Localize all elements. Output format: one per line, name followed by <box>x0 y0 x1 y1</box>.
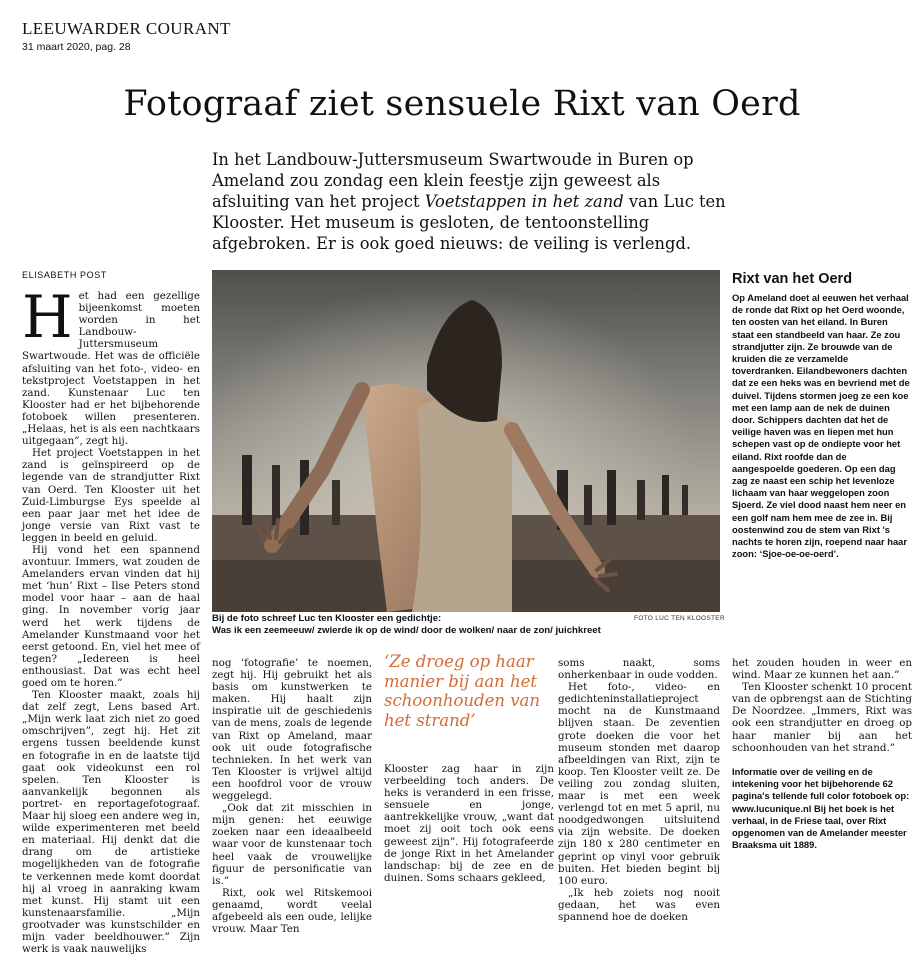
article-column-3 <box>384 763 554 884</box>
article-column-1 <box>22 283 200 955</box>
article-paragraph: Hij vond het een spannend avontuur. Immers, wat zouden de Amelanders ervan vinden dat hij met ‘hun’ Rixt – Ilse Peters stond model voor haar – aan de haal ging. In november vorig jaar werd het werk tijdens de Amelander Kunstmaand voor het eerst getoond. En, viel het mee of tegen? „Iedereen is heel enthousiast. Dat was echt heel goed om te horen.” <box>22 543 200 689</box>
article-paragraph: Rixt, ook wel Ritskemooi genaamd, wordt veelal afgebeeld als een oude, lelijke vrouw. Maar Ten <box>212 886 372 936</box>
article-column-5 <box>732 657 912 754</box>
caption-line-1: Bij de foto schreef Luc ten Klooster een gedichtje: <box>212 613 442 624</box>
rixt-photo <box>212 270 720 612</box>
article-paragraph: Het project Voetstappen in het zand is geïnspireerd op de legende van de strandjutter Rixt van Oerd. Ten Klooster uit het Zuid-Limburgse Eys speelde al een paar jaar met het idee de jonge versie van Rixt vast te leggen in beeld en geluid. <box>22 447 200 544</box>
dateline: 31 maart 2020, pag. 28 <box>22 41 131 53</box>
photo-credit: FOTO LUC TEN KLOOSTER <box>634 615 725 622</box>
article-paragraph: Het foto-, video- en gedichteninstallatieproject mocht na de Kunstmaand blijven staan. De zeventien grote doeken die voor het museum stonden met daarop afbeeldingen van Rixt, zijn te koop. Ten Klooster veilt ze. De veiling zou zondag sluiten, maar is met een week verlengd tot en met 5 april, nu noodgedwongen uitsluitend via zijn website. De doeken zijn 180 x 280 centimeter en geprint op vinyl voor gebruik buiten. Het bieden begint bij 100 euro. <box>558 681 720 887</box>
byline: ELISABETH POST <box>22 270 107 280</box>
masthead: LEEUWARDER COURANT <box>22 19 231 38</box>
info-box: Informatie over de veiling en de intekening voor het bijbehorende 62 pagina's tellende full color fotoboek op: www.lucunique.nl Bij het boek is het verhaal, in de Friese taal, over Rixt opgenomen van de Amelander meester Braaksma uit 1889. <box>732 766 910 851</box>
intro-project-title: Voetstappen in het zand <box>424 192 624 211</box>
article-paragraph: Klooster zag haar in zijn verbeelding toch anders. De heks is veranderd in een frisse, sensuele en jonge, aantrekkelijke vrouw, „want dat moet zij ooit toch ook eens geweest zijn”. Hij fotografeerde de jonge Rixt in het Amelander landschap: bij de zee en de duinen. Soms schaars gekleed, <box>384 763 554 884</box>
photo-caption <box>212 613 632 637</box>
intro <box>212 149 732 254</box>
article-column-4 <box>558 657 720 923</box>
article-paragraph: het zouden houden in weer en wind. Maar ze kunnen het aan.” <box>732 657 912 682</box>
article-paragraph: nog ‘fotografie’ te noemen, zegt hij. Hij gebruikt het als basis om kunstwerken te maken. Hij haalt zijn inspiratie uit de geschiedenis van de mens, zoals de legende van Rixt op Ameland, maar ook uit oude fotografische technieken. In het werk van Ten Klooster is vrijwel altijd een hoofdrol voor de vrouw weggelegd. <box>212 657 372 803</box>
article-column-2 <box>212 657 372 935</box>
article-paragraph: Het had een gezellige bijeenkomst moeten worden in het Landbouw-Juttersmuseum Swartwoude. Het was de officiële afsluiting van het foto-, video- en tekstproject Voetstappen in het zand. Kunstenaar Luc ten Klooster had er het bijbehorende fotoboek willen presenteren. „Helaas, het is als een nachtkaars uitgegaan”, zegt hij. <box>22 283 200 448</box>
pull-quote: ‘Ze droeg op haar manier bij aan het schoonhouden van het strand’ <box>384 652 541 730</box>
article-paragraph: Ten Klooster maakt, zoals hij dat zelf zegt, Lens based Art. „Mijn werk laat zich niet zo goed omschrijven”, zegt hij. Het zit ergens tussen beeldende kunst en fotografie in en de laatste tijd gaat ook videokunst een rol spelen. Ten Klooster is aanvankelijk begonnen als portret- en reportagefotograaf. Maar hij sloeg een andere weg in, wilde experimenteren met beeld en materiaal. Hij denkt dat die drang om de artistieke mogelijkheden van de fotografie te verkennen mede komt doordat hij al vroeg in aanraking kwam met kunst. Hij stamt uit een kunstenaarsfamilie. „Mijn grootvader was kunstschilder en mijn vader beeldhouwer.” Zijn werk is vaak nauwelijks <box>22 689 200 955</box>
intro-part-2: van Luc ten Klooster. Het museum is gesloten, de tentoonstelling afgebroken. Er is ook goed nieuws: de veiling is verlengd. <box>212 192 726 253</box>
sidebar-title: Rixt van het Oerd <box>732 271 853 287</box>
headline: Fotograaf ziet sensuele Rixt van Oerd <box>123 84 801 124</box>
article-paragraph: Ten Klooster schenkt 10 procent van de opbrengst aan de Stichting De Noordzee. „Immers, Rixt was ook een strandjutter en droeg op haar manier bij aan het schoonhouden van het strand.” <box>732 681 912 754</box>
article-paragraph: soms naakt, soms onherkenbaar in oude vodden. <box>558 657 720 682</box>
caption-line-2: Was ik een zeemeeuw/ zwierde ik op de wind/ door de wolken/ naar de zon/ juichkreet <box>212 625 601 636</box>
drop-cap: H <box>22 283 73 351</box>
sidebar-text: Op Ameland doet al eeuwen het verhaal de ronde dat Rixt op het Oerd woonde, ten oosten van het eiland. In Buren staat een standbeeld van haar. Ze zou strandjutter zijn. Ze brouwde van de kruiden die ze verzamelde toverdranken. Eilandbewoners dachten dat ze een heks was en bevriend met de duivel. Tijdens stormen joeg ze een koe met een lamp aan de nek de duinen door. Schippers dachten dat het de veilige haven was en liepen met hun schepen vast op de ondiepte voor het eiland. Rixt roofde dan de aangespoelde goederen. Op een dag zag ze naast een schip het levenloze lichaam van haar weggelopen zoon Sjoerd. Ze viel dood naast hem neer en een golf nam hem mee de zee in. Bij oostenwind zou de stem van Rixt 's nachts te horen zijn, roepend naar haar zoon: ‘Sjoe-oe-oe-oerd’. <box>732 292 910 560</box>
article-paragraph: „Ik heb zoiets nog nooit gedaan, het was even spannend hoe de doeken <box>558 886 720 923</box>
article-paragraph: „Ook dat zit misschien in mijn genen: het eeuwige zoeken naar een ideaalbeeld waar voor de kunstenaar toch heel vaak de vrouwelijke figuur de personificatie van is.” <box>212 802 372 887</box>
intro-part-1: In het Landbouw-Juttersmuseum Swartwoude in Buren op Ameland zou zondag een klein feestje zijn geweest als afsluiting van het project <box>212 150 694 211</box>
